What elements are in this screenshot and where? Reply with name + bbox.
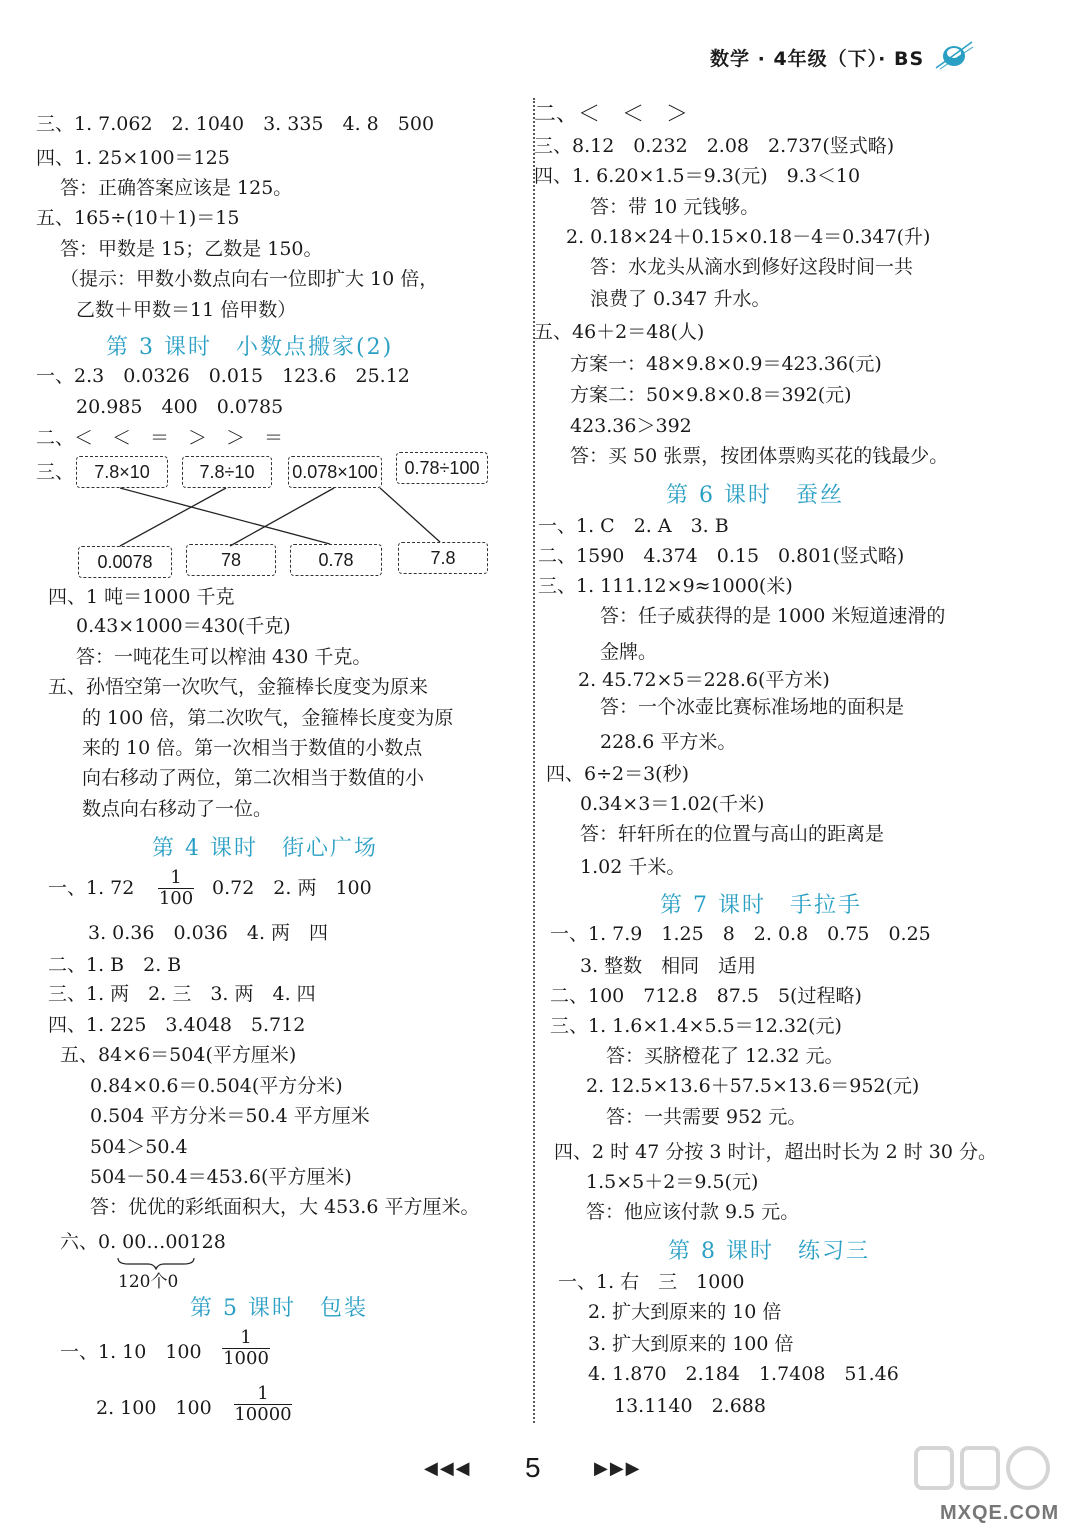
answer-line: 三、 <box>36 461 75 483</box>
answer-line: 3. 0.36 0.036 4. 两 四 <box>88 922 329 944</box>
fraction-numerator: 1 <box>240 1327 252 1348</box>
answer-line: 二、＜ ＜ ＞ <box>534 102 689 127</box>
next-arrows-icon: ▶▶▶ <box>594 1458 642 1479</box>
answer-line: 2. 12.5×13.6＋57.5×13.6＝952(元) <box>586 1075 920 1097</box>
section-title: 第 7 课时 手拉手 <box>660 893 862 918</box>
answer-line: 2. 0.18×24＋0.15×0.18－4＝0.347(升) <box>566 226 931 248</box>
answer-line: 三、1. 1.6×1.4×5.5＝12.32(元) <box>550 1015 842 1037</box>
answer-line: 二、1. B 2. B <box>48 954 182 976</box>
answer-line: 五、46＋2＝48(人) <box>534 321 705 343</box>
answer-line: 一、1. C 2. A 3. B <box>538 515 729 537</box>
answer-line: 三、1. 两 2. 三 3. 两 4. 四 <box>48 983 316 1005</box>
answer-line: 0.34×3＝1.02(千米) <box>580 793 765 815</box>
section-title: 第 6 课时 蚕丝 <box>666 483 844 508</box>
answer-line: 三、1. 111.12×9≈1000(米) <box>538 575 793 597</box>
answer-line: 乙数＋甲数＝11 倍甲数） <box>76 299 297 321</box>
answer-line: 二、100 712.8 87.5 5(过程略) <box>550 985 862 1007</box>
match-box-bottom: 78 <box>186 544 276 576</box>
answer-line: 五、孙悟空第一次吹气，金箍棒长度变为原来 <box>48 676 429 698</box>
answer-line: 四、1 吨＝1000 千克 <box>48 586 235 608</box>
page-number: 5 <box>525 1452 541 1483</box>
answer-line: 一、2.3 0.0326 0.015 123.6 25.12 <box>36 365 410 387</box>
answer-note: 120个0 <box>118 1272 179 1292</box>
answer-line: 1.5×5＋2＝9.5(元) <box>586 1171 759 1193</box>
match-box-bottom: 7.8 <box>398 542 488 574</box>
answer-line: 228.6 平方米。 <box>600 731 737 753</box>
match-box-top: 7.8÷10 <box>182 456 272 488</box>
answer-line: 20.985 400 0.0785 <box>76 396 284 418</box>
answer-line: 二、＜ ＜ ＝ ＞ ＞ ＝ <box>36 427 284 449</box>
answer-line: 3. 整数 相同 适用 <box>580 955 757 977</box>
answer-line: 四、1. 6.20×1.5＝9.3(元) 9.3＜10 <box>534 165 861 187</box>
section-title: 第 8 课时 练习三 <box>668 1239 870 1264</box>
answer-line: 数点向右移动了一位。 <box>82 798 273 820</box>
answer-line: 0.504 平方分米＝50.4 平方厘米 <box>90 1105 370 1127</box>
match-box-top: 0.078×100 <box>288 456 382 488</box>
answer-line: 13.1140 2.688 <box>614 1395 766 1417</box>
match-box-top: 7.8×10 <box>76 456 168 488</box>
answer-line: 423.36＞392 <box>570 415 692 437</box>
answer-line: 浪费了 0.347 升水。 <box>590 288 771 310</box>
answer-line: 四、6÷2＝3(秒) <box>546 763 690 785</box>
answer-line: 三、1. 7.062 2. 1040 3. 335 4. 8 500 <box>36 113 435 135</box>
answer-line: 0.43×1000＝430(千克) <box>76 615 291 637</box>
match-box-bottom: 0.0078 <box>78 546 172 578</box>
answer-line: 金牌。 <box>600 641 658 663</box>
answer-line: 答：一个冰壶比赛标准场地的面积是 <box>600 696 905 718</box>
fraction-numerator: 1 <box>257 1383 269 1404</box>
answer-line: 一、1. 7.9 1.25 8 2. 0.8 0.75 0.25 <box>550 923 931 945</box>
fraction-denominator: 100 <box>158 888 194 909</box>
answer-line: 答：优优的彩纸面积大，大 453.6 平方厘米。 <box>90 1196 480 1218</box>
answer-line: 来的 10 倍。第一次相当于数值的小数点 <box>82 737 423 759</box>
fraction-numerator: 1 <box>170 867 182 888</box>
section-title: 第 5 课时 包装 <box>190 1296 368 1321</box>
answer-line: 答：他应该付款 9.5 元。 <box>586 1201 800 1223</box>
answer-line: 一、1. 10 100 <box>60 1341 202 1363</box>
fraction <box>234 1384 292 1425</box>
answer-line: 一、1. 右 三 1000 <box>558 1271 745 1293</box>
answer-line: 答：甲数是 15；乙数是 150。 <box>60 238 323 260</box>
underbrace <box>116 1256 196 1270</box>
fraction <box>222 1328 270 1369</box>
answer-line: 答：正确答案应该是 125。 <box>60 177 293 199</box>
answer-line: 六、0. 00…00128 <box>60 1231 226 1253</box>
prev-arrows-icon: ◀◀◀ <box>424 1458 472 1479</box>
match-box-bottom: 0.78 <box>290 544 382 576</box>
answer-line: 3. 扩大到原来的 100 倍 <box>588 1333 794 1355</box>
match-box-top: 0.78÷100 <box>396 452 488 484</box>
answer-line: 答：买 50 张票，按团体票购买花的钱最少。 <box>570 445 949 467</box>
matching-lines <box>0 0 540 600</box>
answer-line: 答：一吨花生可以榨油 430 千克。 <box>76 646 372 668</box>
answer-line: 四、1. 225 3.4048 5.712 <box>48 1014 306 1036</box>
answer-line: 答：水龙头从滴水到修好这段时间一共 <box>590 256 914 278</box>
answer-line: 0.72 2. 两 100 <box>212 877 372 899</box>
fraction-denominator: 10000 <box>234 1404 292 1425</box>
answer-line: 2. 100 100 <box>96 1397 212 1419</box>
answer-line: 504－50.4＝453.6(平方厘米) <box>90 1166 352 1188</box>
answer-line: 504＞50.4 <box>90 1136 188 1158</box>
watermark-text: MXQE.COM <box>940 1502 1060 1524</box>
answer-line: 答：带 10 元钱够。 <box>590 196 760 218</box>
answer-line: 向右移动了两位，第二次相当于数值的小 <box>82 767 425 789</box>
answer-line: 方案二：50×9.8×0.8＝392(元) <box>570 384 852 406</box>
answer-line: （提示：甲数小数点向右一位即扩大 10 倍， <box>60 268 439 290</box>
answer-line: 答：买脐橙花了 12.32 元。 <box>606 1045 844 1067</box>
answer-line: 四、2 时 47 分按 3 时计，超出时长为 2 时 30 分。 <box>554 1141 997 1163</box>
fraction-denominator: 1000 <box>223 1348 269 1369</box>
fraction <box>158 868 194 909</box>
answer-line: 2. 45.72×5＝228.6(平方米) <box>578 669 830 691</box>
answer-line: 的 100 倍，第二次吹气，金箍棒长度变为原 <box>82 707 454 729</box>
answer-line: 答：轩轩所在的位置与高山的距离是 <box>580 823 885 845</box>
answer-line: 4. 1.870 2.184 1.7408 51.46 <box>588 1363 899 1385</box>
answer-line: 答：任子威获得的是 1000 米短道速滑的 <box>600 605 946 627</box>
answer-line: 2. 扩大到原来的 10 倍 <box>588 1301 782 1323</box>
answer-line: 方案一：48×9.8×0.9＝423.36(元) <box>570 353 882 375</box>
answer-line: 1.02 千米。 <box>580 856 686 878</box>
answer-line: 四、1. 25×100＝125 <box>36 147 230 169</box>
answer-line: 三、8.12 0.232 2.08 2.737(竖式略) <box>534 135 895 157</box>
answer-line: 答：一共需要 952 元。 <box>606 1106 807 1128</box>
section-title: 第 4 课时 街心广场 <box>152 836 378 861</box>
header-title: 数学 · 4年级（下）· BS <box>710 48 925 70</box>
answer-line: 一、1. 72 <box>48 877 135 899</box>
answer-line: 五、84×6＝504(平方厘米) <box>60 1044 297 1066</box>
section-title: 第 3 课时 小数点搬家(2) <box>106 335 394 360</box>
answer-line: 五、165÷(10＋1)＝15 <box>36 207 240 229</box>
answer-line: 0.84×0.6＝0.504(平方分米) <box>90 1075 343 1097</box>
answer-line: 二、1590 4.374 0.15 0.801(竖式略) <box>538 545 905 567</box>
book-logo-icon <box>934 38 974 72</box>
